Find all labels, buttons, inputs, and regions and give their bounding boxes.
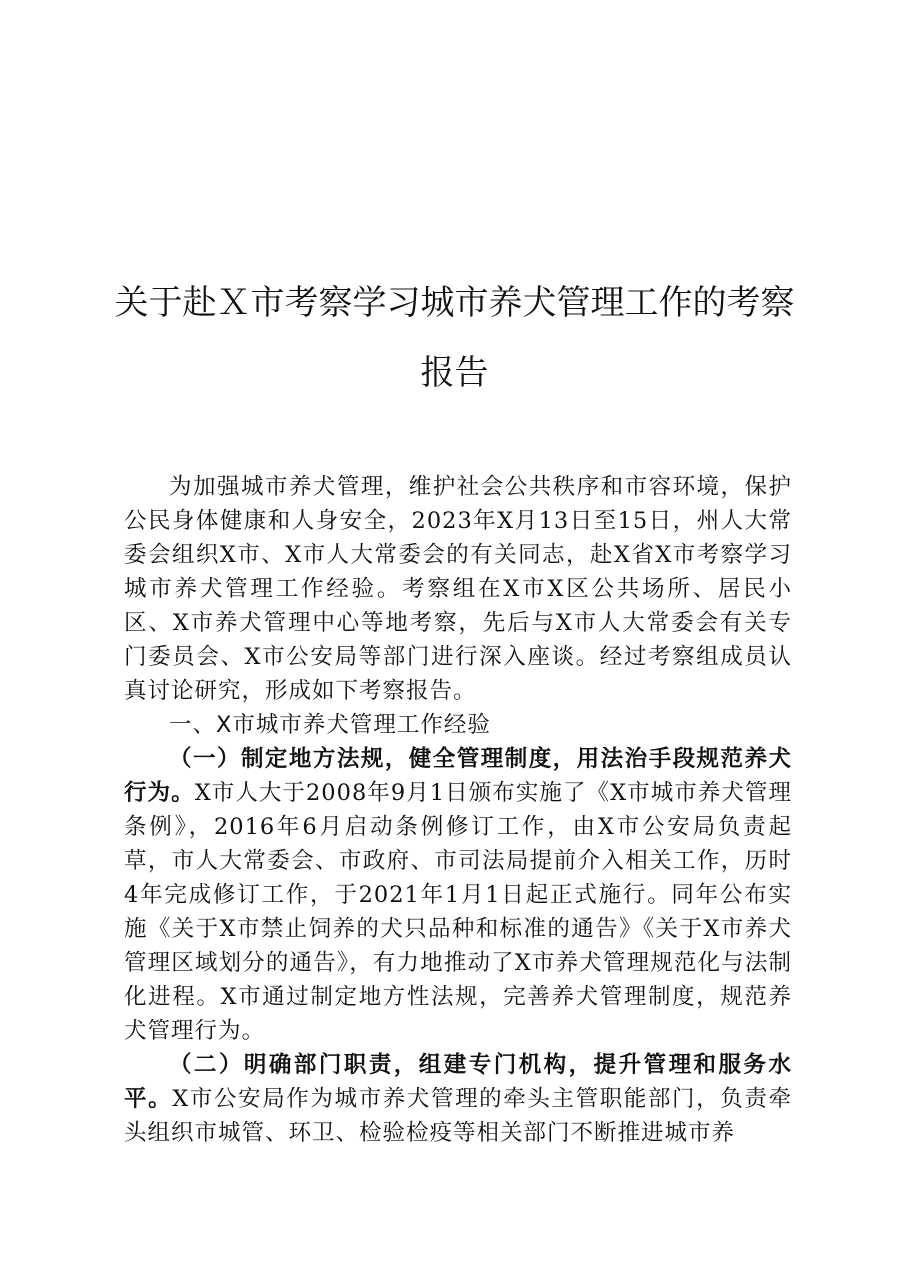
section-1-heading: 一、X市城市养犬管理工作经验 xyxy=(169,712,491,738)
subsection-1-paragraph xyxy=(124,742,792,1048)
title-line-2: 报告 xyxy=(420,353,489,393)
intro-paragraph: 为加强城市养犬管理，维护社会公共秩序和市容环境，保护公民身体健康和人身安全，2023年X月13日至15日，州人大常委会组织X市、X市人大常委会的有关同志，赴X省X市考察学习城市养犬管理工作经验。考察组在X市X区公共场所、居民小区、X市养犬管理中心等地考察，先后与X市人大常委会有关专门委员会、X市公安局等部门进行深入座谈。经过考察组成员认真讨论研究，形成如下考察报告。 xyxy=(124,474,792,704)
document-title xyxy=(110,268,799,408)
subsection-1-heading: （一）制定地方法规，健全管理制度，用法治手段规范养犬行为。 xyxy=(124,746,792,806)
subsection-2-heading: （二）明确部门职责，组建专门机构，提升管理和服务水平。 xyxy=(124,1052,792,1112)
subsection-2-paragraph xyxy=(124,1048,792,1150)
title-line-1: 关于赴Ｘ市考察学习城市养犬管理工作的考察 xyxy=(114,283,795,323)
document-body xyxy=(124,470,792,1150)
subsection-2-body: X市公安局作为城市养犬管理的牵头主管职能部门，负责牵头组织市城管、环卫、检验检疫等相关部门不断推进城市养 xyxy=(124,1086,792,1146)
subsection-1-body: X市人大于2008年9月1日颁布实施了《X市城市养犬管理条例》，2016年6月启动条例修订工作，由X市公安局负责起草，市人大常委会、市政府、市司法局提前介入相关工作，历时4年完成修订工作，于2021年1月1日起正式施行。同年公布实施《关于X市禁止饲养的犬只品种和标准的通告》《关于X市养犬管理区域划分的通告》，有力地推动了X市养犬管理规范化与法制化进程。X市通过制定地方性法规，完善养犬管理制度，规范养犬管理行为。 xyxy=(124,780,792,1044)
